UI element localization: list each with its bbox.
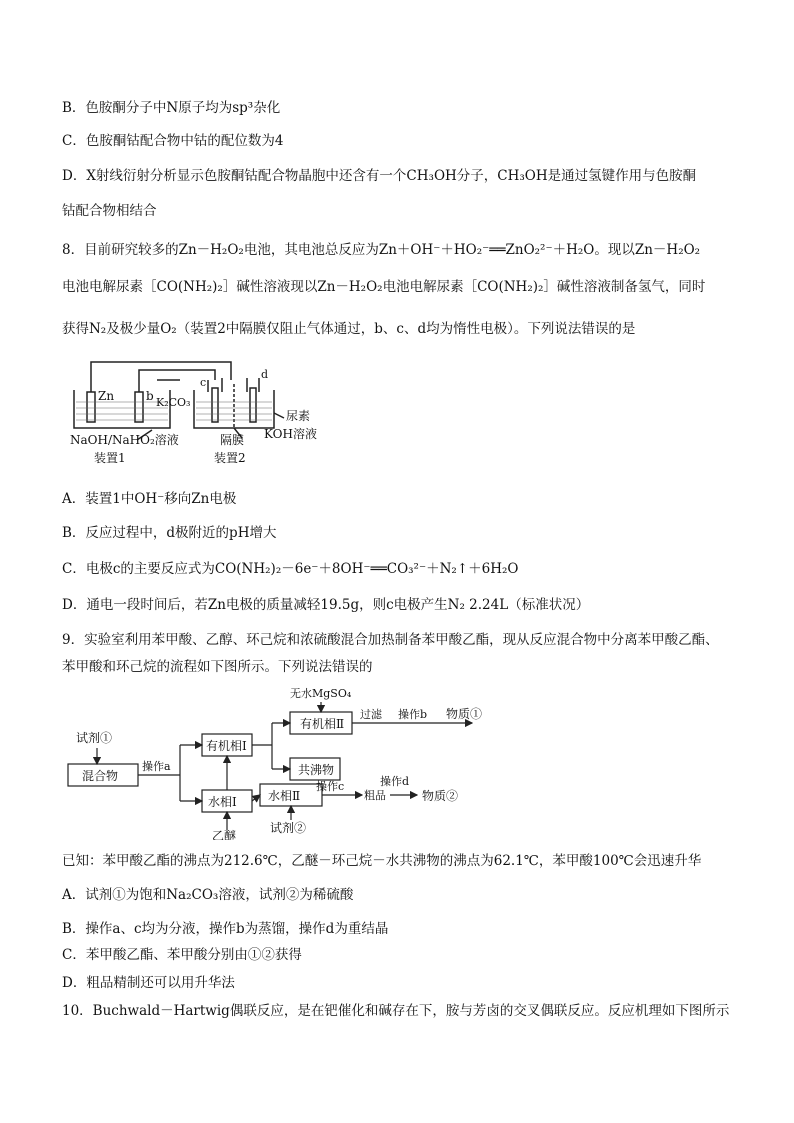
- urea-label: 尿素: [286, 409, 311, 423]
- naoh-label: NaOH/NaHO₂溶液: [70, 433, 179, 447]
- electrolysis-device-figure: [62, 358, 342, 470]
- device1-label: 装置1: [94, 451, 126, 465]
- operation-a-label: 操作a: [142, 760, 171, 773]
- device2-label: 装置2: [214, 451, 246, 465]
- substance-1-label: 物质①: [446, 707, 483, 721]
- operation-c-label: 操作c: [316, 780, 345, 793]
- b-label: b: [146, 389, 154, 403]
- c-label: c: [200, 376, 207, 389]
- ether-label: 乙醚: [212, 829, 237, 840]
- k2co3-label: K₂CO₃: [156, 396, 191, 409]
- membrane-label: 隔膜: [220, 433, 245, 447]
- option-c-q8: C．电极c的主要反应式为CO(NH₂)₂－6e⁻＋8OH⁻══CO₃²⁻＋N₂↑＋6H₂O: [62, 561, 519, 577]
- reagent2-label: 试剂②: [270, 821, 307, 835]
- question-10-stem: 10．Buchwald－Hartwig偶联反应，是在钯催化和碱存在下，胺与芳卤的交叉偶联反应。反应机理如下图所示: [62, 1003, 730, 1019]
- reagent1-label: 试剂①: [76, 731, 113, 745]
- anhydrous-mgso4-label: 无水MgSO₄: [290, 687, 352, 700]
- question-8-stem: 8．目前研究较多的Zn－H₂O₂电池，其电池总反应为Zn＋OH⁻＋HO₂⁻══ZnO₂²⁻＋H₂O。现以Zn－H₂O₂: [62, 242, 701, 258]
- option-b-q7: B．色胺酮分子中N原子均为sp³杂化: [62, 100, 281, 116]
- option-a-q9: A．试剂①为饱和Na₂CO₃溶液，试剂②为稀硫酸: [62, 887, 354, 903]
- filter-label: 过滤: [360, 708, 382, 721]
- mixture-box: 混合物: [82, 769, 119, 783]
- option-d-q7-cont: 钴配合物相结合: [62, 203, 157, 219]
- option-c-q7: C．色胺酮钴配合物中钴的配位数为4: [62, 133, 284, 149]
- question-9-stem: 9．实验室利用苯甲酸、乙醇、环己烷和浓硫酸混合加热制备苯甲酸乙酯，现从反应混合物中分离苯甲酸乙酯、: [62, 632, 719, 648]
- option-d-q8: D．通电一段时间后，若Zn电极的质量减轻19.5g，则c电极产生N₂ 2.24L（标准状况）: [62, 597, 590, 613]
- option-c-q9: C．苯甲酸乙酯、苯甲酸分别由①②获得: [62, 947, 302, 963]
- crude-label: 粗品: [364, 789, 386, 802]
- question-8-stem-2: 电池电解尿素［CO(NH₂)₂］碱性溶液现以Zn－H₂O₂电池电解尿素［CO(NH₂)₂］碱性溶液制备氢气，同时: [62, 279, 706, 295]
- aqueous-phase-1-box: 水相Ⅰ: [208, 795, 237, 809]
- operation-d-label: 操作d: [380, 775, 410, 788]
- question-9-stem-2: 苯甲酸和环己烷的流程如下图所示。下列说法错误的: [62, 659, 373, 675]
- option-b-q9: B．操作a、c均为分液，操作b为蒸馏，操作d为重结晶: [62, 921, 389, 937]
- zn-label: Zn: [98, 389, 115, 403]
- organic-phase-2-box: 有机相Ⅱ: [300, 717, 345, 731]
- option-d-q9: D．粗品精制还可以用升华法: [62, 975, 235, 991]
- substance-2-label: 物质②: [422, 789, 459, 803]
- option-d-q7: D．X射线衍射分析显示色胺酮钴配合物晶胞中还含有一个CH₃OH分子，CH₃OH是通过氢键作用与色胺酮: [62, 168, 697, 184]
- d-label: d: [261, 368, 269, 381]
- aqueous-phase-2-box: 水相Ⅱ: [268, 789, 301, 803]
- option-a-q8: A．装置1中OH⁻移向Zn电极: [62, 491, 237, 507]
- organic-phase-1-box: 有机相Ⅰ: [206, 739, 247, 753]
- azeotrope-box: 共沸物: [298, 763, 335, 777]
- known-conditions: 已知：苯甲酸乙酯的沸点为212.6℃，乙醚－环己烷－水共沸物的沸点为62.1℃，苯甲酸100℃会迅速升华: [62, 853, 702, 869]
- koh-label: KOH溶液: [264, 427, 317, 441]
- option-b-q8: B．反应过程中，d极附近的pH增大: [62, 525, 277, 541]
- question-8-stem-3: 获得N₂及极少量O₂（装置2中隔膜仅阻止气体通过，b、c、d均为惰性电极）。下列说法错误的是: [62, 321, 636, 337]
- separation-flowchart: [62, 684, 512, 840]
- operation-b-label: 操作b: [398, 708, 428, 721]
